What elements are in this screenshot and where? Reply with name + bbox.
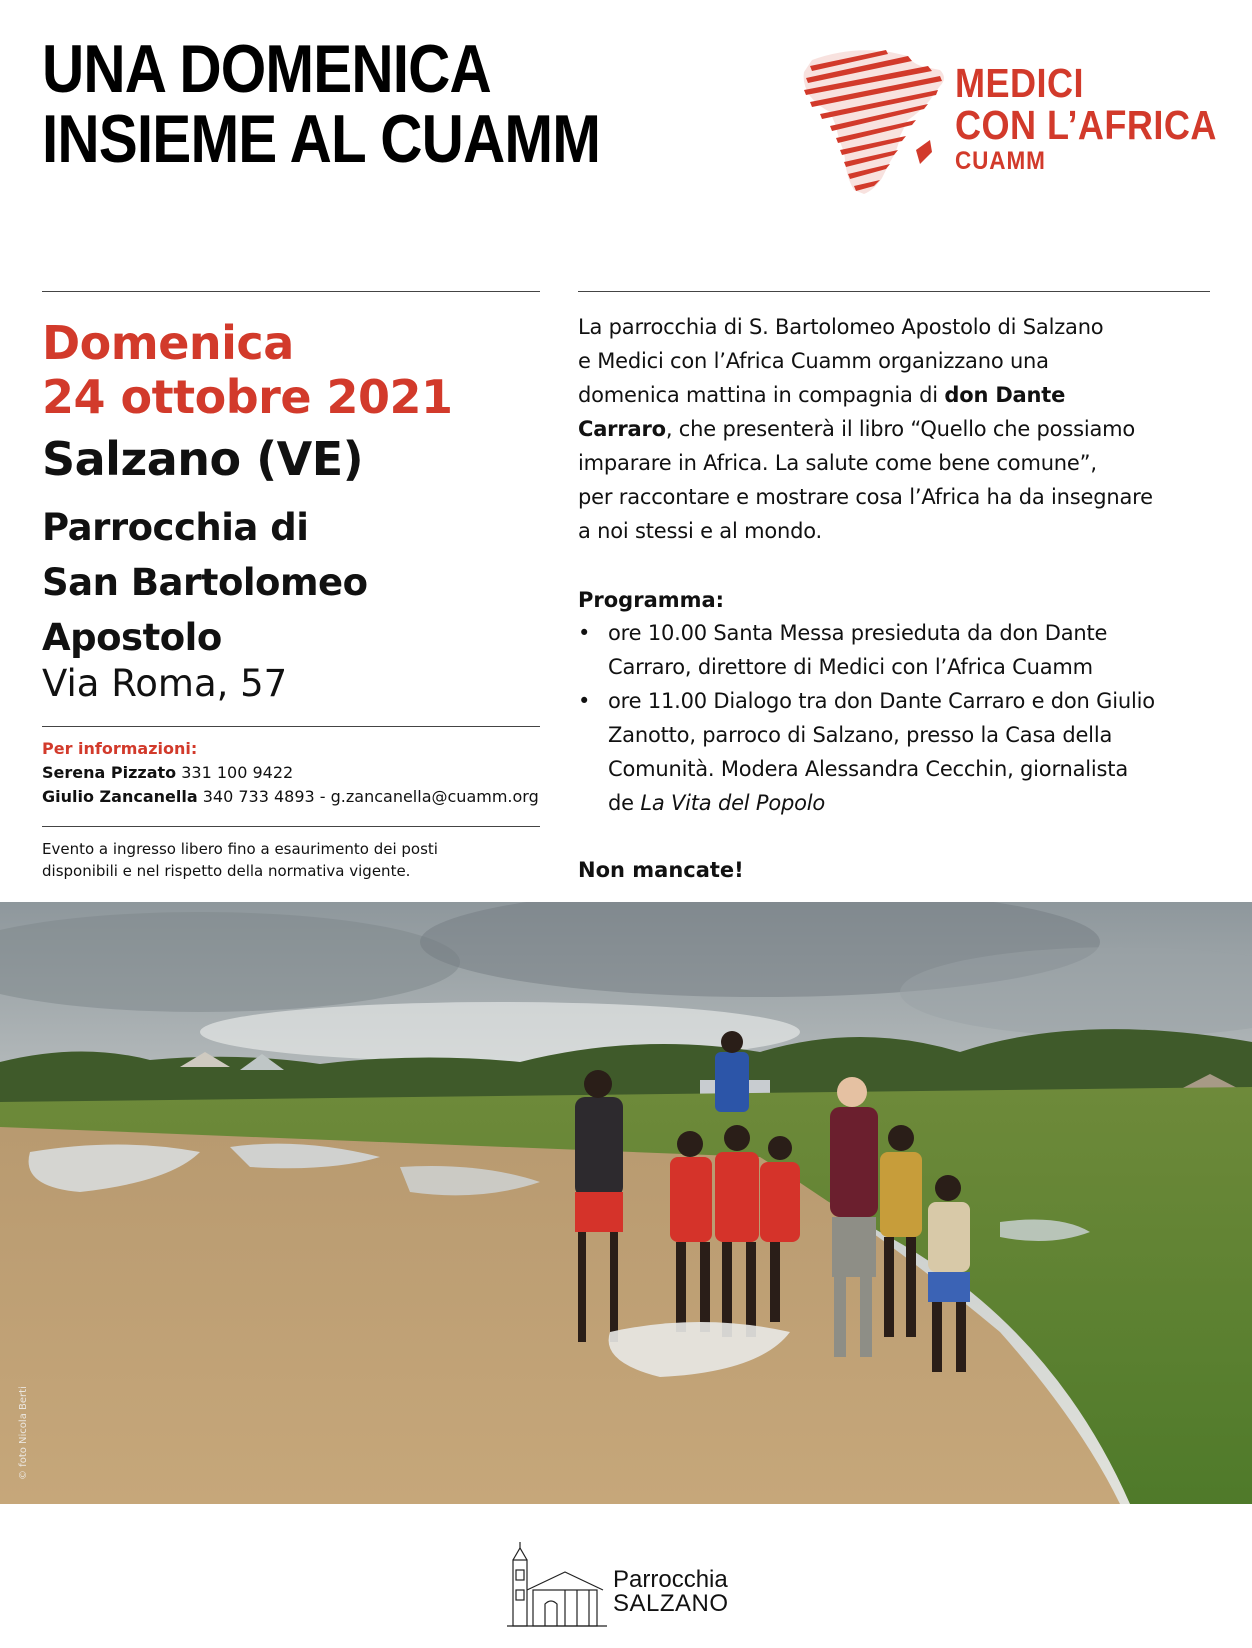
bullet-icon: • <box>578 621 591 645</box>
note-line-2: disponibili e nel rispetto della normativa vigente. <box>42 862 411 880</box>
contact-1-name: Serena Pizzato <box>42 763 177 782</box>
divider-left-top <box>42 291 540 292</box>
venue-line-1: Parrocchia di <box>42 506 309 549</box>
desc-line-5: imparare in Africa. La salute come bene comune”, <box>578 451 1097 475</box>
venue-line-3: Apostolo <box>42 616 222 659</box>
event-venue <box>42 500 368 665</box>
desc-line-3 <box>578 378 1208 412</box>
call-to-action: Non mancate! <box>578 858 744 882</box>
desc-line-7: a noi stessi e al mondo. <box>578 519 822 543</box>
contact-1-phone[interactable]: 331 100 9422 <box>181 763 294 782</box>
contact-2 <box>42 786 539 808</box>
program-item-2-line-1: ore 11.00 Dialogo tra don Dante Carraro e don Giulio <box>608 689 1155 713</box>
program-title: Programma: <box>578 588 725 612</box>
event-date <box>42 316 453 424</box>
program-item-2-line-2: Zanotto, parroco di Salzano, presso la Casa della <box>608 723 1113 747</box>
program-item-1-line-2: Carraro, direttore di Medici con l’Africa Cuamm <box>608 655 1093 679</box>
divider-info-top <box>42 726 540 727</box>
event-address: Via Roma, 57 <box>42 662 288 705</box>
info-title: Per informazioni: <box>42 739 198 758</box>
bullet-icon: • <box>578 689 591 713</box>
desc-line-3-text: domenica mattina in compagnia di <box>578 383 945 407</box>
program-list <box>578 616 1218 820</box>
program-item <box>578 684 1218 820</box>
date-line-2: 24 ottobre 2021 <box>42 370 453 424</box>
contact-2-name: Giulio Zancanella <box>42 787 198 806</box>
program-item <box>578 616 1218 684</box>
date-line-1: Domenica <box>42 316 294 370</box>
contact-1 <box>42 762 293 784</box>
desc-line-4-text: , che presenterà il libro “Quello che possiamo <box>665 417 1136 441</box>
desc-line-4 <box>578 412 1208 446</box>
parish-wordmark <box>613 1568 729 1616</box>
desc-line-2: e Medici con l’Africa Cuamm organizzano una <box>578 349 1049 373</box>
venue-line-2: San Bartolomeo <box>42 561 368 604</box>
photo-children-with-doctor <box>0 902 1252 1504</box>
desc-line-6: per raccontare e mostrare cosa l’Africa ha da insegnare <box>578 485 1153 509</box>
headline-line-1: UNA DOMENICA <box>42 31 491 107</box>
program-item-2-line-4-italic: La Vita del Popolo <box>640 791 826 815</box>
entry-note <box>42 838 512 882</box>
church-icon <box>505 1540 609 1628</box>
divider-right-top <box>578 291 1210 292</box>
parish-wordmark-line-2: SALZANO <box>613 1590 729 1617</box>
logo-line-1: MEDICI <box>955 60 1084 106</box>
program-item-2-line-4 <box>608 786 1218 820</box>
program-item-2-line-4-text: de <box>608 791 641 815</box>
headline-line-2: INSIEME AL CUAMM <box>42 101 601 177</box>
program-item-2-line-3: Comunità. Modera Alessandra Cecchin, giornalista <box>608 757 1129 781</box>
event-description <box>578 310 1208 548</box>
photo-credit: © foto Nicola Berti <box>18 1386 29 1480</box>
desc-line-4-bold: Carraro <box>578 417 666 441</box>
logo-line-3: CUAMM <box>955 147 1046 175</box>
desc-line-1: La parrocchia di S. Bartolomeo Apostolo di Salzano <box>578 315 1104 339</box>
contact-2-details[interactable]: 340 733 4893 - g.zancanella@cuamm.org <box>202 787 539 806</box>
parish-wordmark-line-1: Parrocchia <box>613 1566 728 1593</box>
desc-line-3-bold: don Dante <box>944 383 1066 407</box>
note-line-1: Evento a ingresso libero fino a esaurimento dei posti <box>42 840 438 858</box>
program-item-1-line-1: ore 10.00 Santa Messa presieduta da don Dante <box>608 621 1108 645</box>
landscape-photo <box>0 902 1252 1504</box>
logo-line-2: CON L’AFRICA <box>955 102 1217 148</box>
event-city: Salzano (VE) <box>42 432 364 486</box>
logo-wordmark <box>955 62 1252 176</box>
headline <box>42 31 601 177</box>
divider-info-bottom <box>42 826 540 827</box>
